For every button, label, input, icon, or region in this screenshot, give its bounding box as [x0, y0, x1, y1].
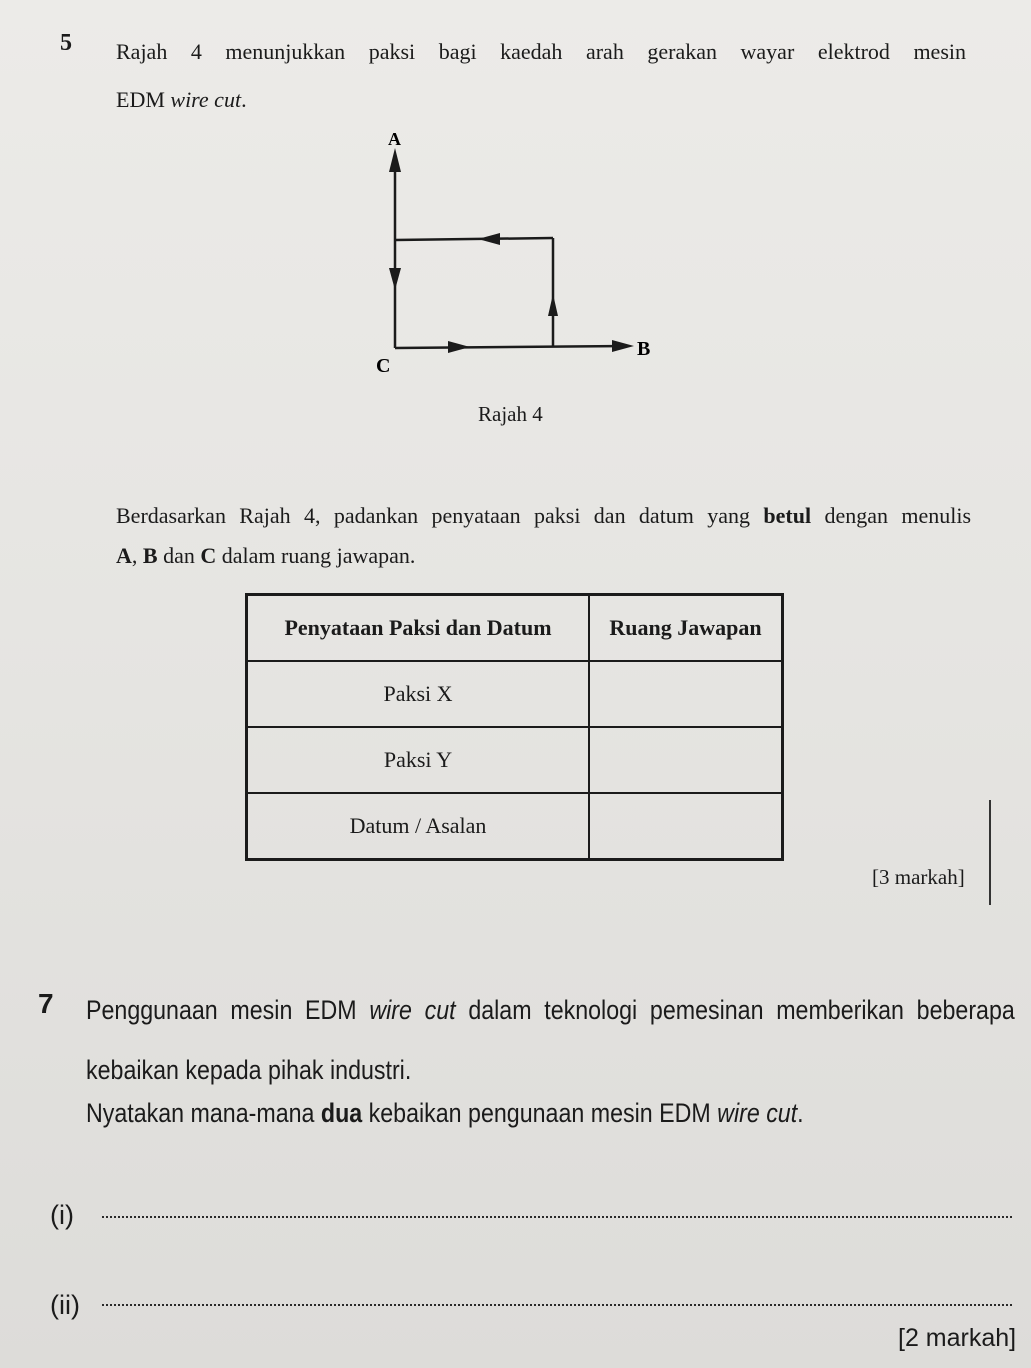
marks-question-5: [3 markah] [872, 865, 965, 889]
diagram-caption: Rajah 4 [478, 402, 543, 426]
question-5-instruction [116, 496, 971, 576]
question-7-line2: kebaikan kepada pihak industri. [86, 1055, 412, 1085]
question-5-line2: EDM wire cut. [116, 87, 247, 112]
answer-line-ii[interactable] [102, 1302, 1012, 1306]
table-row [247, 727, 783, 793]
answer-cell-paksi-x[interactable] [589, 661, 783, 727]
row-label-paksi-y: Paksi Y [247, 727, 590, 793]
answer-cell-paksi-y[interactable] [589, 727, 783, 793]
label-c: C [376, 355, 391, 377]
margin-line [989, 800, 991, 905]
row-label-paksi-x: Paksi X [247, 661, 590, 727]
table-header-statement: Penyataan Paksi dan Datum [247, 595, 590, 662]
table-row [247, 793, 783, 860]
answer-cell-datum[interactable] [589, 793, 783, 860]
table-row [247, 661, 783, 727]
question-5-line1: Rajah 4 menunjukkan paksi bagi kaedah arah gerakan wayar elektrod mesin [116, 39, 966, 64]
question-7-text [86, 980, 1015, 1100]
answer-table [245, 593, 784, 861]
answer-line-i[interactable] [102, 1214, 1012, 1218]
label-a: A [388, 129, 401, 149]
instruction-line2: A, B dan C dalam ruang jawapan. [116, 543, 416, 568]
arrow-up-right [548, 294, 558, 316]
instruction-line1: Berdasarkan Rajah 4, padankan penyataan paksi dan datum yang betul dengan menulis [116, 503, 971, 528]
arrow-up-a [389, 148, 401, 172]
question-7-number: 7 [38, 988, 54, 1019]
marks-question-7: [2 markah] [898, 1324, 1017, 1352]
arrow-down [389, 268, 401, 290]
axis-diagram [0, 0, 1031, 470]
arrow-left [478, 233, 500, 245]
bottom-path-line [395, 346, 628, 348]
top-path-line [395, 238, 553, 240]
answer-label-i: (i) [50, 1200, 74, 1230]
answer-label-ii: (ii) [50, 1290, 80, 1320]
arrow-right-mid [448, 341, 470, 353]
row-label-datum: Datum / Asalan [247, 793, 590, 860]
question-7-line1: Penggunaan mesin EDM wire cut dalam teknologi pemesinan memberikan beberapa [86, 995, 1015, 1025]
table-header-row [247, 595, 783, 662]
question-5-number: 5 [60, 30, 72, 56]
question-7-instruction: Nyatakan mana-mana dua kebaikan pengunaan mesin EDM wire cut. [86, 1098, 804, 1128]
label-b: B [637, 338, 651, 360]
table-header-answer: Ruang Jawapan [589, 595, 783, 662]
arrow-right-b [612, 340, 634, 352]
